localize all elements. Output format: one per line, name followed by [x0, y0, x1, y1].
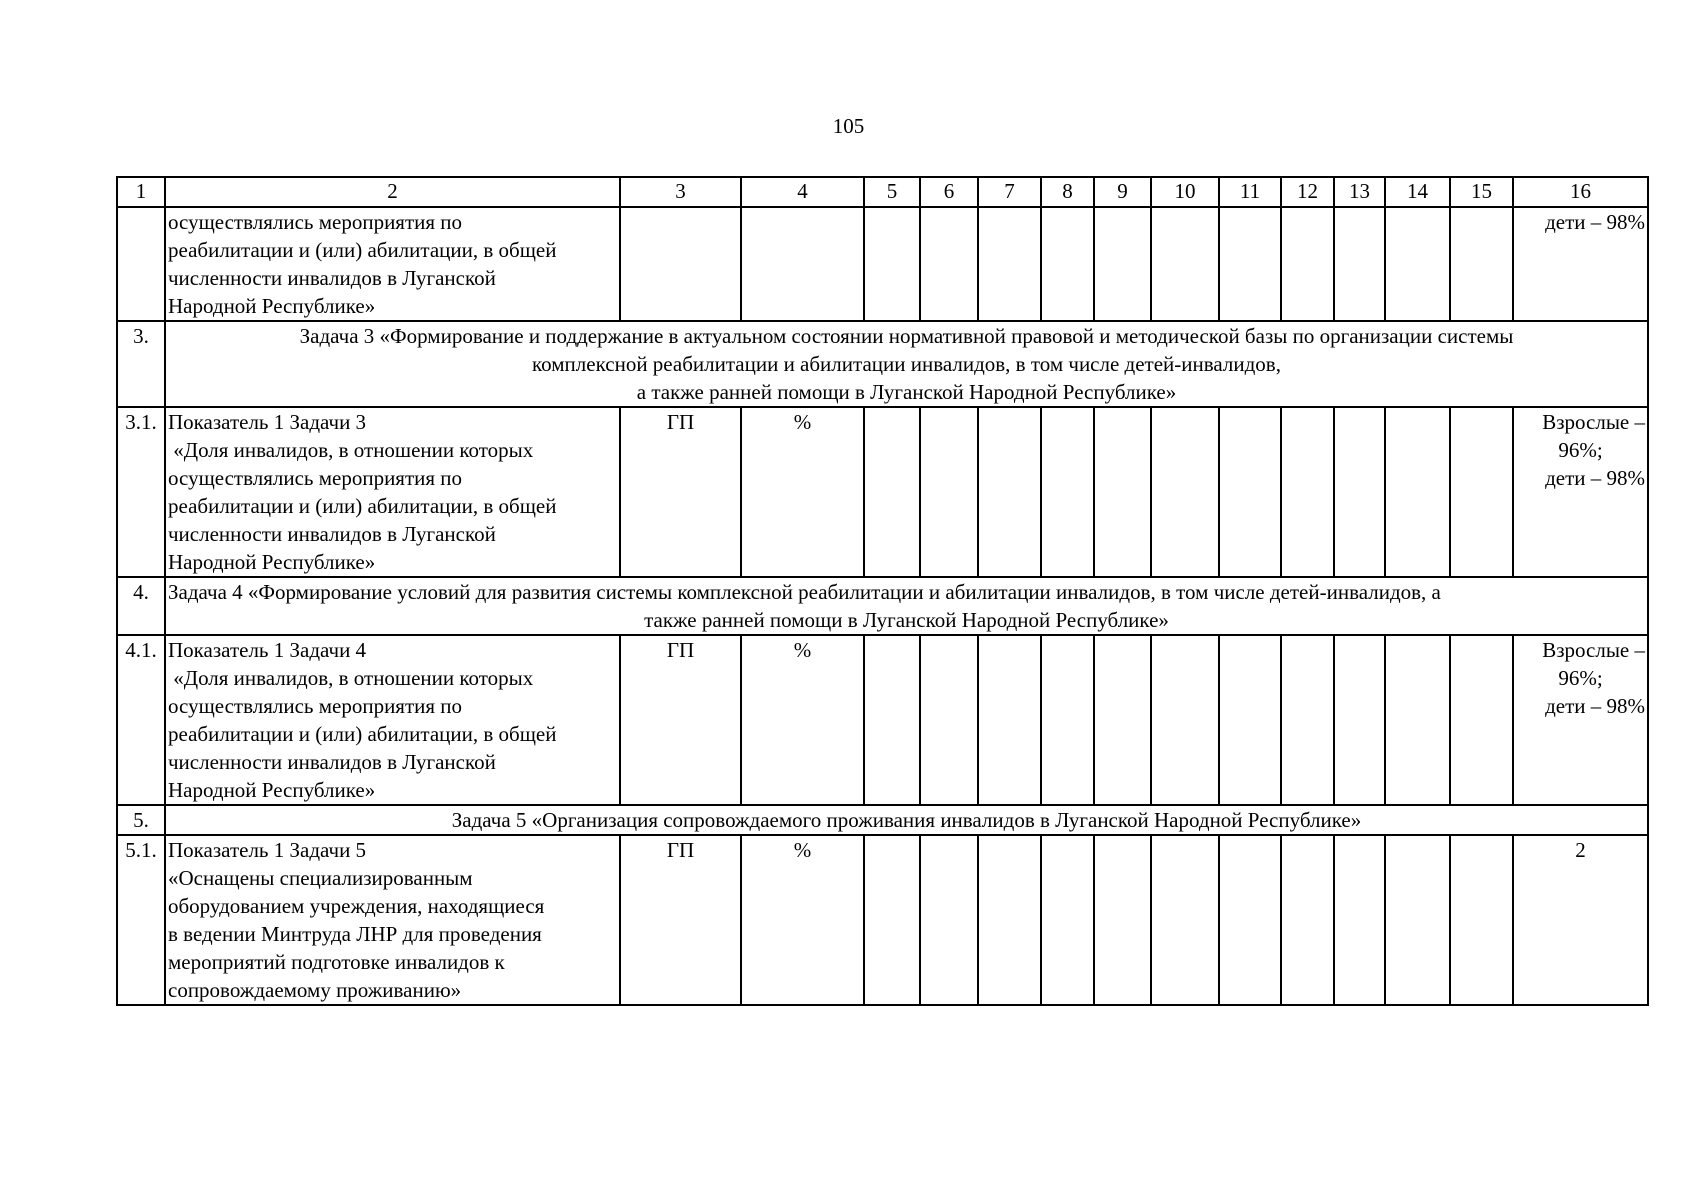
- header-cell: 1: [117, 177, 165, 207]
- task-line: Задача 4 «Формирование условий для развития системы комплексной реабилитации и абилитации инвалидов, в том числе детей-инвалидов, а: [168, 580, 1441, 604]
- value-line: 96%;: [1558, 666, 1603, 690]
- value-line: Взрослые –: [1542, 638, 1645, 662]
- table-row-continuation: [117, 207, 1648, 321]
- desc-line: Народной Республике»: [168, 778, 376, 802]
- value-line: 96%;: [1558, 438, 1603, 462]
- task-number: 5.: [117, 805, 165, 835]
- task-title: [165, 577, 1648, 635]
- col16-value: [1513, 635, 1648, 805]
- unit: %: [741, 635, 864, 805]
- indicator-number: 4.1.: [117, 635, 165, 805]
- indicator-description: [165, 407, 620, 577]
- indicator-row-4-1: [117, 635, 1648, 805]
- header-cell: 11: [1219, 177, 1281, 207]
- desc-line: мероприятий подготовке инвалидов к: [168, 950, 505, 974]
- header-cell: 15: [1450, 177, 1513, 207]
- value-line: Взрослые –: [1542, 410, 1645, 434]
- header-row: [117, 177, 1648, 207]
- task-title: [165, 805, 1648, 835]
- task-row-4: [117, 577, 1648, 635]
- desc-line: Народной Республике»: [168, 550, 376, 574]
- header-cell: 14: [1385, 177, 1450, 207]
- desc-line: «Доля инвалидов, в отношении которых: [168, 666, 534, 690]
- task-row-3: [117, 321, 1648, 407]
- col16-value: 2: [1513, 835, 1648, 1005]
- header-cell: 8: [1041, 177, 1094, 207]
- value-line: дети – 98%: [1545, 466, 1645, 490]
- desc-line: численности инвалидов в Луганской: [168, 266, 496, 290]
- indicator-number: 3.1.: [117, 407, 165, 577]
- desc-line: осуществлялись мероприятия по: [168, 694, 463, 718]
- indicator-description: [165, 635, 620, 805]
- header-cell: 3: [620, 177, 741, 207]
- indicator-number: 5.1.: [117, 835, 165, 1005]
- desc-line: реабилитации и (или) абилитации, в общей: [168, 722, 557, 746]
- header-cell: 9: [1094, 177, 1151, 207]
- task-number: 4.: [117, 577, 165, 635]
- page-number: 105: [832, 114, 865, 138]
- desc-line: в ведении Минтруда ЛНР для проведения: [168, 922, 542, 946]
- desc-line: оборудованием учреждения, находящиеся: [168, 894, 545, 918]
- program-type: ГП: [620, 407, 741, 577]
- value-line: дети – 98%: [1545, 694, 1645, 718]
- desc-line: Народной Республике»: [168, 294, 376, 318]
- indicator-row-5-1: [117, 835, 1648, 1005]
- header-cell: 2: [165, 177, 620, 207]
- indicators-table: [116, 176, 1649, 1006]
- header-cell: 16: [1513, 177, 1648, 207]
- header-cell: 7: [978, 177, 1041, 207]
- desc-line: реабилитации и (или) абилитации, в общей: [168, 494, 557, 518]
- task-line: а также ранней помощи в Луганской Народной Республике»: [636, 380, 1177, 404]
- col16-value: дети – 98%: [1513, 207, 1648, 321]
- desc-line: сопровождаемому проживанию»: [168, 978, 462, 1002]
- desc-line: Показатель 1 Задачи 5: [168, 838, 367, 862]
- task-line: Задача 5 «Организация сопровождаемого проживания инвалидов в Луганской Народной Республике»: [451, 808, 1362, 832]
- row-num-cell: [117, 207, 165, 321]
- desc-line: «Оснащены специализированным: [168, 866, 473, 890]
- desc-line: осуществлялись мероприятия по: [168, 466, 463, 490]
- desc-line: реабилитации и (или) абилитации, в общей: [168, 238, 557, 262]
- desc-line: «Доля инвалидов, в отношении которых: [168, 438, 534, 462]
- header-cell: 6: [920, 177, 978, 207]
- header-cell: 5: [864, 177, 920, 207]
- desc-line: осуществлялись мероприятия по: [168, 210, 463, 234]
- col16-value: [1513, 407, 1648, 577]
- header-cell: 4: [741, 177, 864, 207]
- desc-line: численности инвалидов в Луганской: [168, 522, 496, 546]
- desc-line: Показатель 1 Задачи 4: [168, 638, 367, 662]
- task-line: Задача 3 «Формирование и поддержание в актуальном состоянии нормативной правовой и методической базы по организации системы: [299, 324, 1514, 348]
- task-number: 3.: [117, 321, 165, 407]
- task-line: комплексной реабилитации и абилитации инвалидов, в том числе детей-инвалидов,: [532, 352, 1281, 376]
- indicator-description: [165, 835, 620, 1005]
- task-title: [165, 321, 1648, 407]
- task-row-5: [117, 805, 1648, 835]
- program-type: ГП: [620, 835, 741, 1005]
- unit: %: [741, 407, 864, 577]
- header-cell: 10: [1151, 177, 1219, 207]
- header-cell: 13: [1334, 177, 1385, 207]
- unit: %: [741, 835, 864, 1005]
- program-type: ГП: [620, 635, 741, 805]
- desc-line: Показатель 1 Задачи 3: [168, 410, 367, 434]
- indicator-row-3-1: [117, 407, 1648, 577]
- indicator-description: [165, 207, 620, 321]
- header-cell: 12: [1281, 177, 1334, 207]
- desc-line: численности инвалидов в Луганской: [168, 750, 496, 774]
- task-line: также ранней помощи в Луганской Народной Республике»: [644, 608, 1169, 632]
